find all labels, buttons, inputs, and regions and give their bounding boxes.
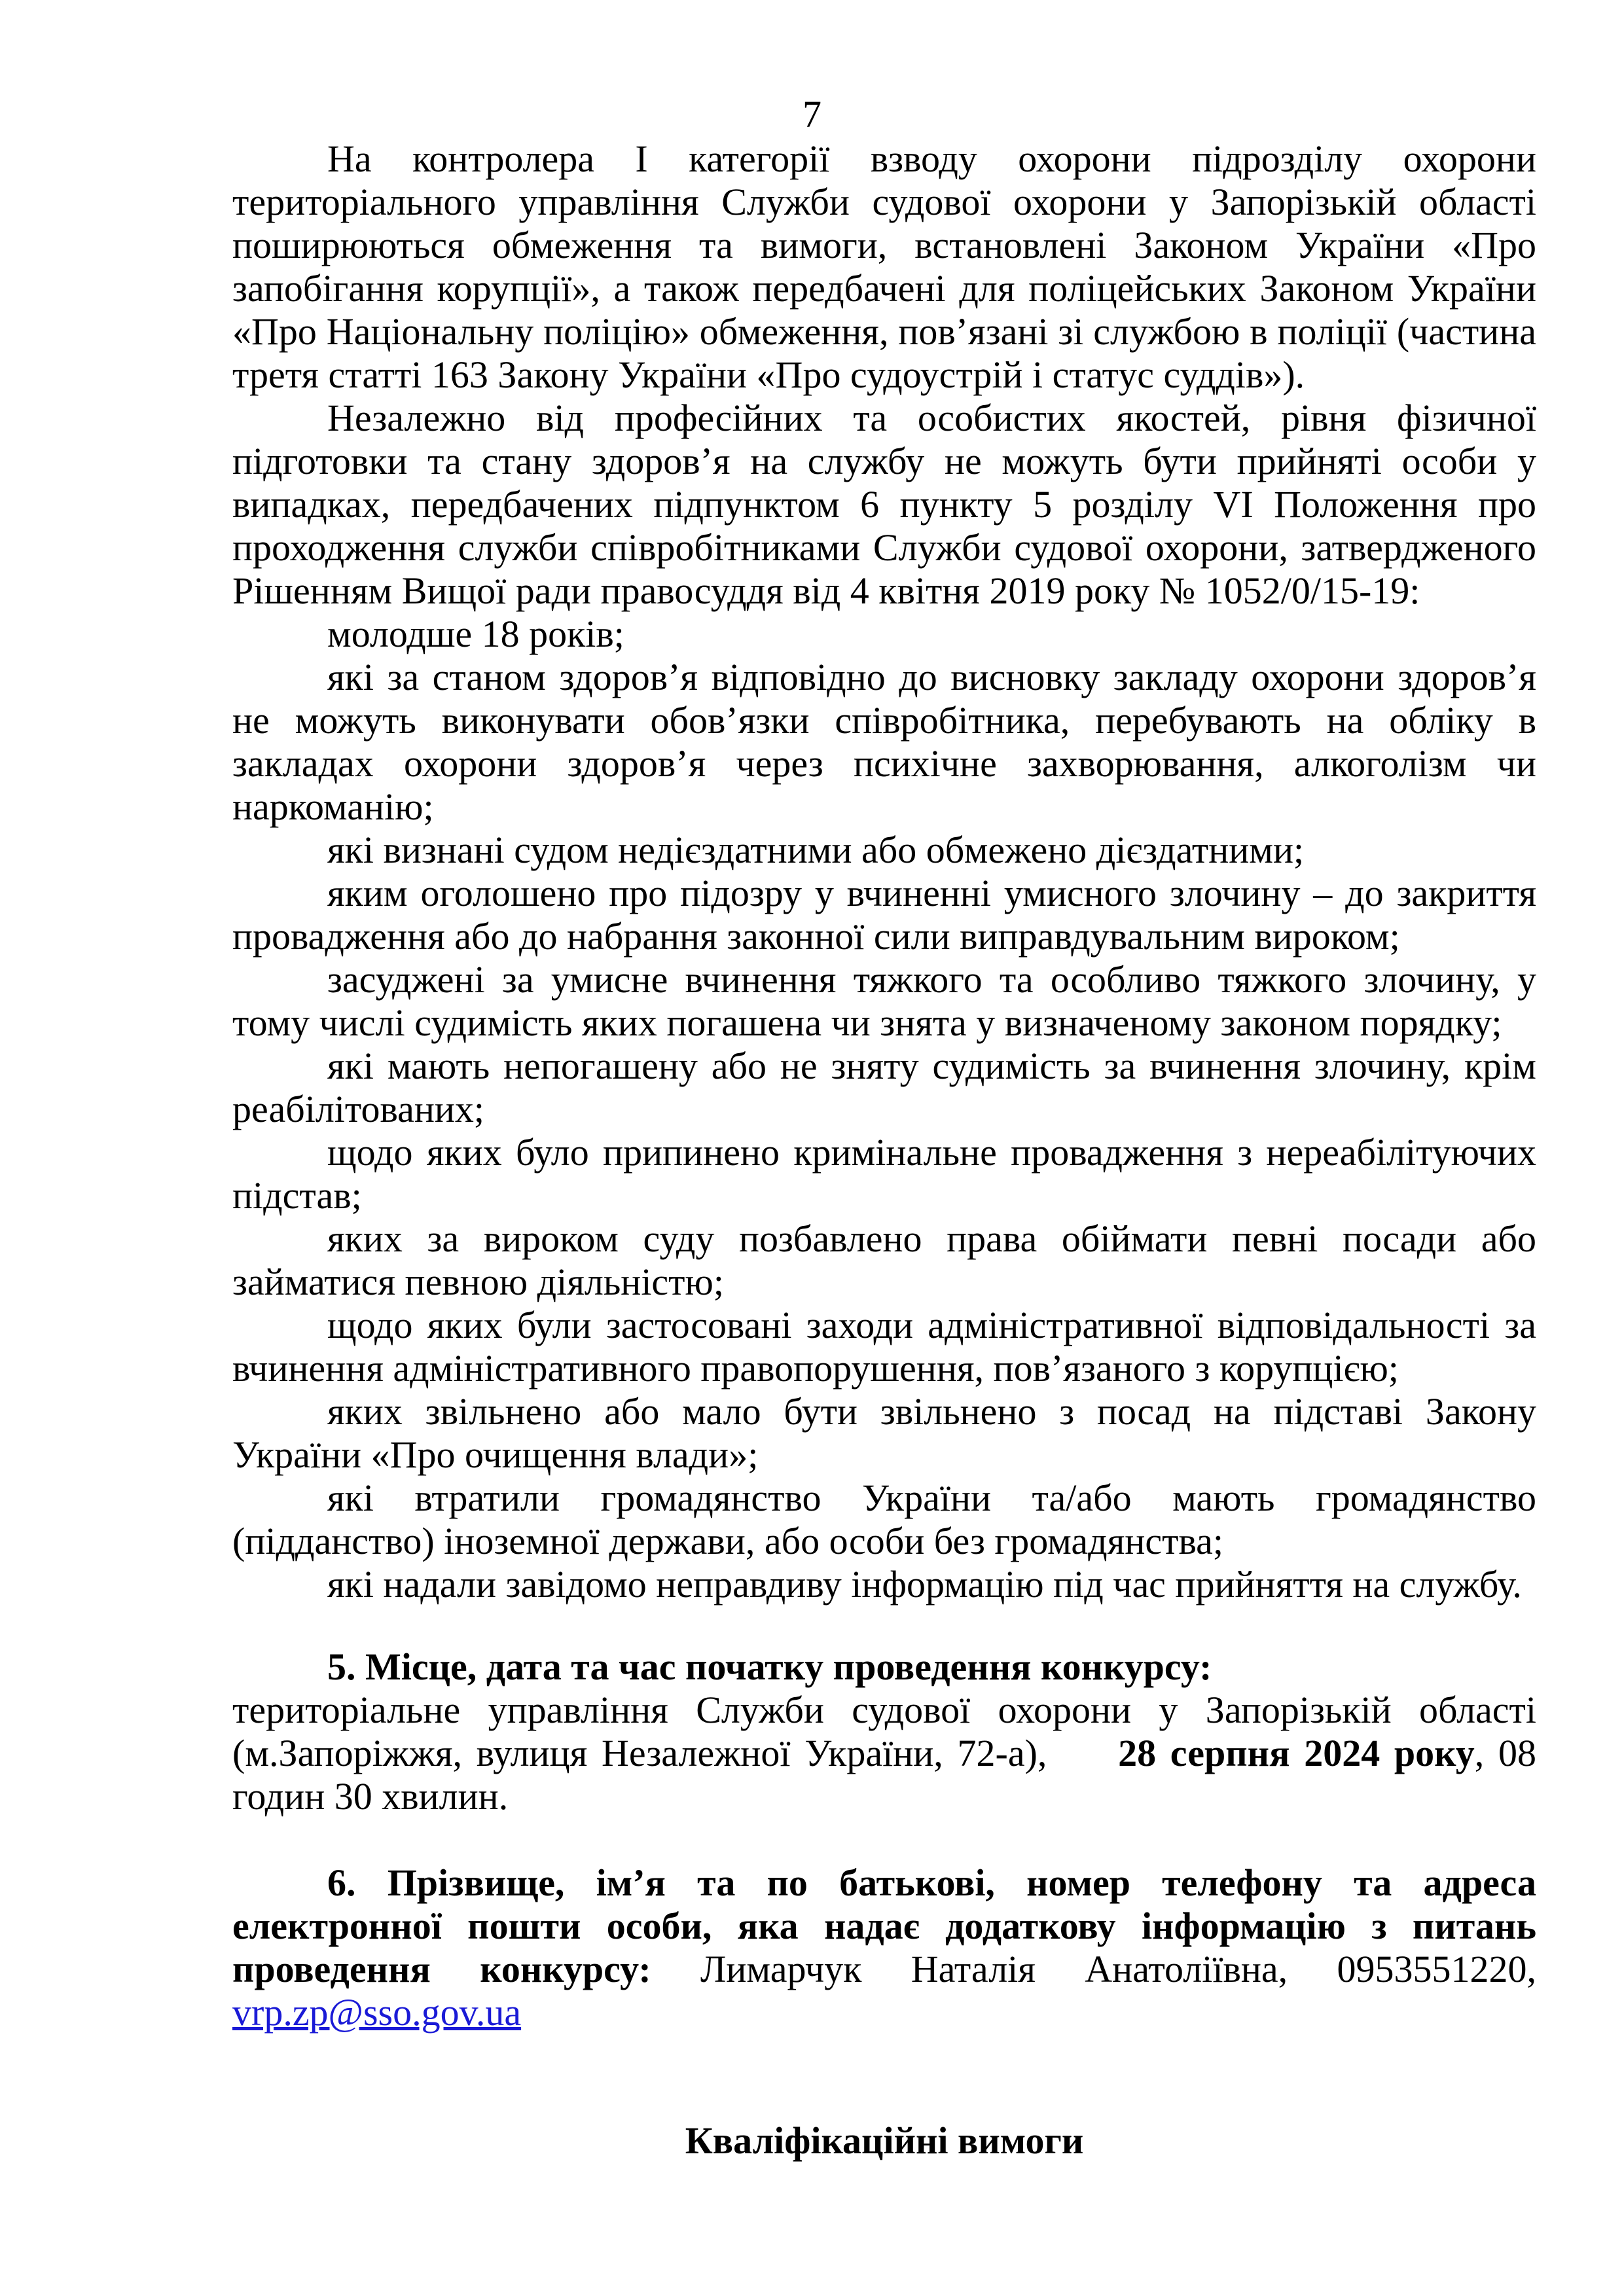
- section-5-text: [232, 1689, 1536, 1818]
- section-5-location: територіальне управління Служби судової охорони у Запорізькій області (м.Запоріжжя, вулиця Незалежної України, 72-а),: [232, 1689, 1536, 1774]
- qualification-requirements-heading: Кваліфікаційні вимоги: [685, 2119, 1084, 2162]
- section-5: [232, 1645, 1536, 1818]
- list-item: щодо яких було припинено кримінальне провадження з нереабілітуючих підстав;: [232, 1131, 1536, 1217]
- section-6-text: [232, 1861, 1536, 2034]
- list-item: які визнані судом недієздатними або обмежено дієздатними;: [327, 829, 1305, 871]
- list-item: які мають непогашену або не зняту судимість за вчинення злочину, крім реабілітованих;: [232, 1045, 1536, 1130]
- section-6-contact: Лимарчук Наталія Анатоліївна, 0953551220,: [651, 1948, 1536, 1990]
- list-item: які втратили громадянство України та/або мають громадянство (підданство) іноземної держави, або особи без громадянства;: [232, 1477, 1536, 1562]
- list-item: яких звільнено або мало бути звільнено з посад на підставі Закону України «Про очищення влади»;: [232, 1390, 1536, 1476]
- list-item: засуджені за умисне вчинення тяжкого та особливо тяжкого злочину, у тому числі судимість яких погашена чи знята у визначеному законом порядку;: [232, 958, 1536, 1044]
- page-number: 7: [803, 93, 821, 135]
- paragraph-restrictions: На контролера І категорії взводу охорони підрозділу охорони територіального управління Служби судової охорони у Запорізькій області поширюються обмеження та вимоги, встановлені Законом України «Про запобігання корупції», а також передбачені для поліцейських Законом України «Про Національну поліцію» обмеження, пов’язані зі службою в поліції (частина третя статті 163 Закону України «Про судоустрій і статус суддів»).: [232, 137, 1536, 396]
- email-link[interactable]: vrp.zp@sso.gov.ua: [232, 1991, 522, 2034]
- section-6-heading: 6. Прізвище, ім’я та по батькові, номер телефону та адреса електронної пошти особи, яка надає додаткову інформацію з питань проведення конкурсу:: [232, 1861, 1536, 1990]
- section-5-date: 28 серпня 2024 року: [1118, 1732, 1475, 1774]
- list-item: яким оголошено про підозру у вчиненні умисного злочину – до закриття провадження або до набрання законної сили виправдувальним вироком;: [232, 872, 1536, 958]
- paragraph-eligibility: Незалежно від професійних та особистих якостей, рівня фізичної підготовки та стану здоров’я на службу не можуть бути прийняті особи у випадках, передбачених підпунктом 6 пункту 5 розділу VI Положення про проходження служби співробітниками Служби судової охорони, затвердженого Рішенням Вищої ради правосуддя від 4 квітня 2019 року № 1052/0/15-19:: [232, 397, 1536, 612]
- list-item: яких за вироком суду позбавлено права обіймати певні посади або займатися певною діяльністю;: [232, 1217, 1536, 1303]
- list-item: щодо яких були застосовані заходи адміністративної відповідальності за вчинення адміністративного правопорушення, пов’язаного з корупцією;: [232, 1304, 1536, 1390]
- section-5-time: , 08 годин 30 хвилин.: [232, 1732, 1537, 1818]
- list-item: молодше 18 років;: [327, 613, 624, 655]
- list-item: які за станом здоров’я відповідно до висновку закладу охорони здоров’я не можуть виконувати обов’язки співробітника, перебувають на обліку в закладах охорони здоров’я через психічне захворювання, алкоголізм чи наркоманію;: [232, 656, 1536, 828]
- document-body: [232, 137, 1536, 2162]
- section-6: [232, 1861, 1536, 2034]
- section-5-heading: 5. Місце, дата та час початку проведення конкурсу:: [327, 1645, 1212, 1688]
- list-item: які надали завідомо неправдиву інформацію під час прийняття на службу.: [327, 1563, 1522, 1605]
